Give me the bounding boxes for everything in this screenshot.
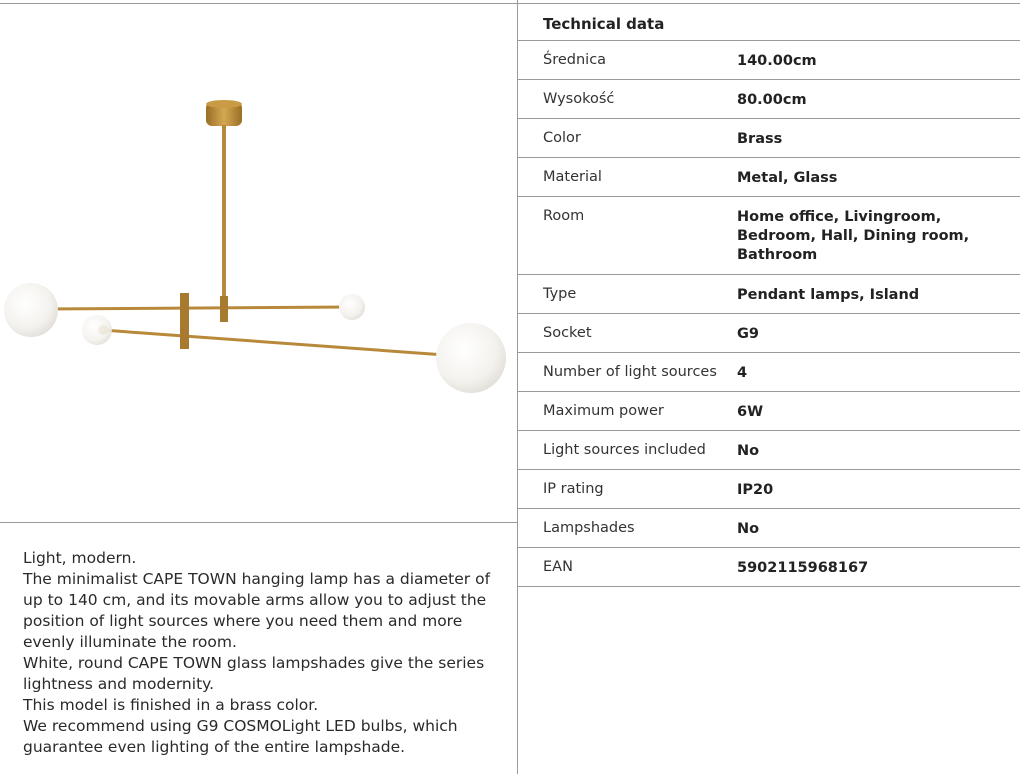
table-row [518, 392, 1020, 431]
row-label: Room [543, 208, 585, 224]
stem [222, 125, 226, 321]
joint-lower [180, 293, 189, 349]
table-row [518, 548, 1020, 587]
lower-arm [102, 330, 445, 355]
row-label: Wysokość [543, 91, 615, 107]
row-value: G9 [737, 326, 759, 342]
description-line: White, round CAPE TOWN glass lampshades give the series lightness and modernity. [23, 654, 485, 693]
row-value: 6W [737, 404, 764, 420]
description-line: This model is finished in a brass color. [23, 696, 319, 714]
row-value: 140.00cm [737, 53, 817, 69]
row-label: Lampshades [543, 520, 635, 536]
upper-arm [45, 307, 350, 309]
globe-right-small [339, 294, 365, 320]
globe-left-small [82, 315, 112, 345]
row-label: EAN [543, 559, 573, 575]
table-row [518, 158, 1020, 197]
technical-data-table [518, 3, 1020, 587]
row-value: IP20 [737, 482, 774, 498]
row-label: Średnica [543, 52, 607, 68]
row-label: Color [543, 130, 581, 146]
lamp-illustration [0, 3, 517, 523]
row-value: 80.00cm [737, 92, 807, 108]
row-value: Pendant lamps, Island [737, 287, 920, 303]
row-value: 4 [737, 365, 748, 381]
globe-left-large [4, 283, 58, 337]
lamp-photo [0, 3, 517, 523]
row-value: Metal, Glass [737, 170, 838, 186]
row-label: IP rating [543, 481, 604, 497]
table-row [518, 470, 1020, 509]
table-row [518, 80, 1020, 119]
divider-middle [0, 522, 517, 523]
table-row [518, 509, 1020, 548]
table-row [518, 314, 1020, 353]
table-row [518, 119, 1020, 158]
description-line: Light, modern. [23, 549, 137, 567]
globe-right-large [436, 323, 506, 393]
row-value: No [737, 443, 760, 459]
product-description [23, 548, 508, 758]
table-row [518, 41, 1020, 80]
row-value: 5902115968167 [737, 560, 869, 576]
table-row [518, 353, 1020, 392]
table-row [518, 275, 1020, 314]
joint-upper [220, 296, 228, 322]
row-label: Socket [543, 325, 592, 341]
table-row [518, 197, 1020, 275]
row-label: Number of light sources [543, 364, 717, 380]
description-line: We recommend using G9 COSMOLight LED bulbs, which guarantee even lighting of the entire lampshade. [23, 717, 458, 756]
row-label: Light sources included [543, 442, 706, 458]
row-label: Material [543, 169, 602, 185]
technical-data-title: Technical data [518, 3, 1020, 41]
row-value: No [737, 521, 760, 537]
row-label: Type [543, 286, 577, 302]
table-row [518, 431, 1020, 470]
row-value: Brass [737, 131, 783, 147]
row-value: Home office, Livingroom, Bedroom, Hall, Dining room, Bathroom [737, 209, 970, 263]
canopy-top [206, 100, 242, 108]
description-line: The minimalist CAPE TOWN hanging lamp has a diameter of up to 140 cm, and its movable arms allow you to adjust the position of light sources where you need them and more evenly illuminate the room. [23, 570, 491, 651]
row-label: Maximum power [543, 403, 664, 419]
